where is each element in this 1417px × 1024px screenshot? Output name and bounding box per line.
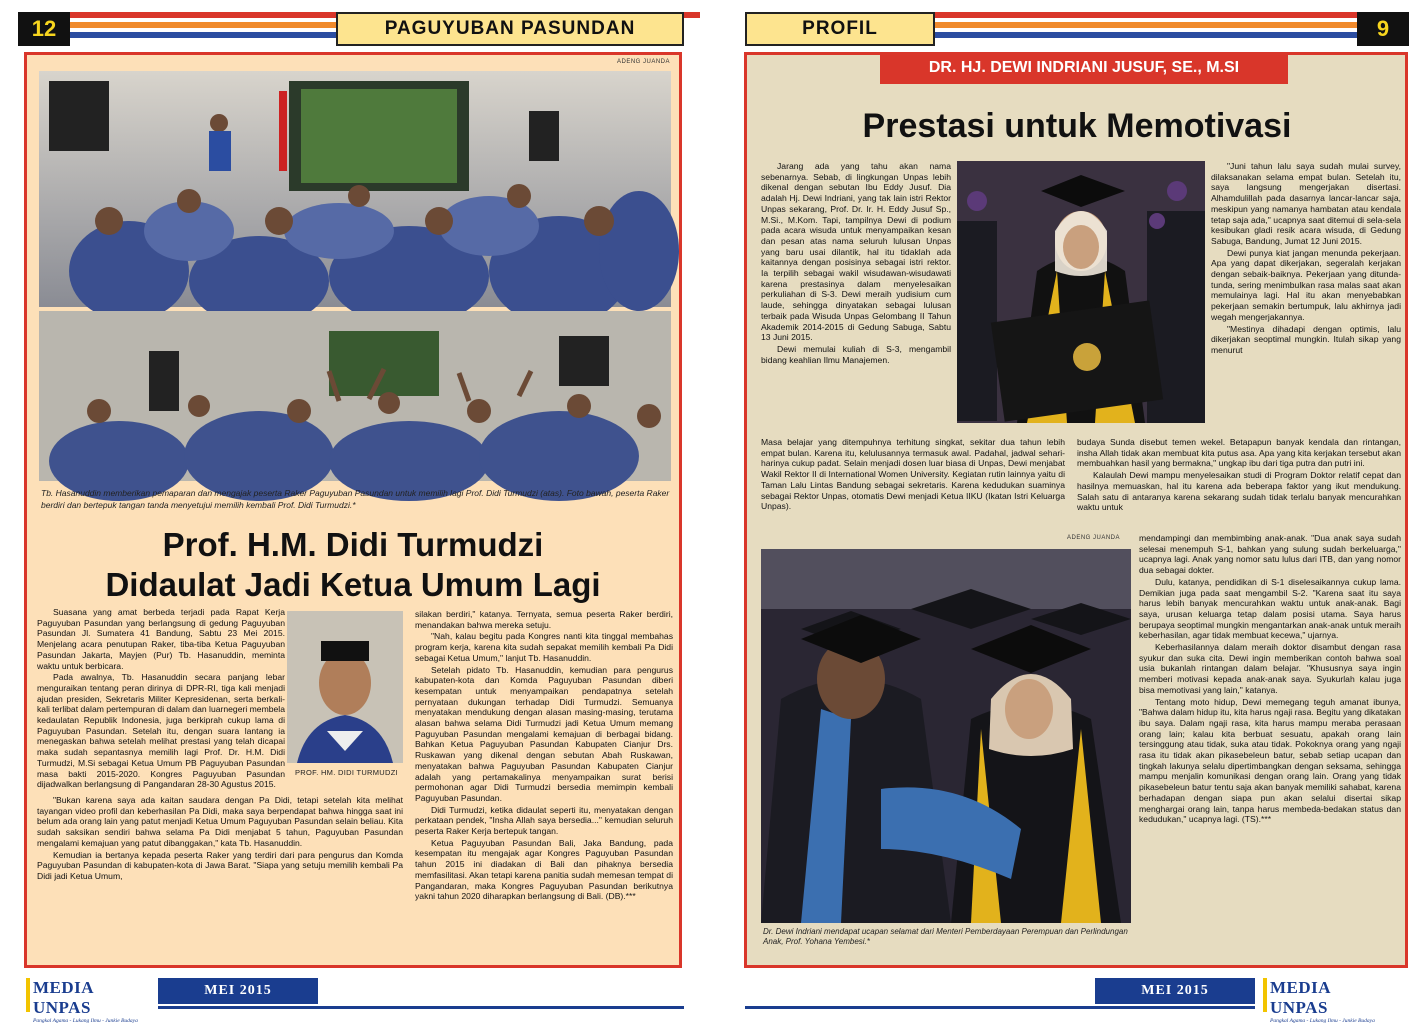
paragraph: silakan berdiri," katanya. Ternyata, semua peserta Raker berdiri, menandakan bahwa mereka setuju. <box>415 609 673 630</box>
paragraph: Dewi memulai kuliah di S-3, mengambil bidang keahlian Ilmu Manajemen. <box>761 343 951 365</box>
graduation-photo-bottom <box>761 549 1131 923</box>
paragraph: Pada awalnya, Tb. Hasanuddin secara panjang lebar menguraikan tentang peran dirinya di DPR-RI, tiga kali menjadi ajudan presiden, Sekretaris Militer Kepresidenan, serta berkali-kali terlibat dalam pertempuran di dalam dan luarnegeri membela kedaulatan Republik Indonesia, juga berkiprah cukup lama di Paguyuban Pasundan. Setelah itu, dengan suara lantang ia menegaskan bahwa setelah melihat prestasi yang telah dicapai maka sudah sepantasnya memilih lagi Prof. Dr. H.M. Didi Turmudzi, M.Si sebagai Ketua Umum PB Paguyuban Pasundan masa bakti 2015-2020. Kongres Paguyuban Pasundan dijadwalkan berlangsung di Pangandaran 28-30 Agustus 2015. <box>37 672 285 790</box>
portrait-caption: PROF. HM. DIDI TURMUDZI <box>295 768 399 777</box>
meeting-photo-top <box>39 71 671 307</box>
paragraph: mendampingi dan membimbing anak-anak. "Dua anak saya sudah selesai menempuh S-1, bahkan yang sulung sudah berkeluarga," ucapnya lagi. Anak yang nomor satu lulus dari ITB, dan yang nomor dua sebagai dokter. <box>1139 533 1401 576</box>
photo-caption: Tb. Hasanuddin memberikan pemaparan dan mengajak peserta Raker Paguyuban Pasundan untuk memilih lagi Prof. Didi Turmudzi (atas). Foto bawah, peserta Raker berdiri dan bertepuk tangan tanda menyetujui memilih kembali Prof. Didi Turmudzi.* <box>41 488 670 510</box>
paragraph: Dewi punya kiat jangan menunda pekerjaan. Apa yang dapat dikerjakan, segeralah kerjakan dengan sebaik-baiknya. Pekerjaan yang ditunda-tunda, sering menimbulkan rasa malas saat akan memulainya lagi. Hal itu akan menyebabkan pekerjaan semakin bertumpuk, lalu akhirnya jadi wegah mengerjakannya. <box>1211 247 1401 322</box>
section-title: PAGUYUBAN PASUNDAN <box>336 12 684 46</box>
photo-credit: ADENG JUANDA <box>617 59 671 65</box>
paragraph: "Juni tahun lalu saya sudah mulai survey, dilaksanakan selama empat bulan. Setelah itu, saya langsung mengerjakan disertasi. Alhamdulillah pada dasarnya lancar-lancar saja, meskipun yang namanya hambatan atau kendala tetap saja ada," ucapnya saat ditemui di sela-sela kesibukan gladi resik acara wisuda, di Gedung Sabuga, Bandung, Jumat 12 Juni 2015. <box>1211 161 1401 246</box>
footer-date: MEI 2015 <box>1095 978 1255 1004</box>
header-stripe-orange <box>935 22 1357 28</box>
paragraph: "Mestinya dihadapi dengan optimis, lalu dikerjakan seoptimal mungkin. Itulah sikap yang menurut <box>1211 323 1401 355</box>
logo-tagline: Pangkal Agama - Lukang Ilmu - Junkie Budaya <box>33 1018 138 1024</box>
paragraph: Setelah pidato Tb. Hasanuddin, kemudian para pengurus kabupaten-kota dan Komda Paguyuban Pasundan diberi kesempatan untuk menyampaikan pendapatnya setelah pernyataan dukungan terhadap Didi Turmudzi. Semuanya menyatakan mendukung dengan alasan masing-masing, terutama alasan bahwa selama Didi Turmudzi jadi Ketua Umum memang Paguyuban Pasundan mengalami kemajuan di berbagai bidang. Bahkan Ketua Paguyuban Pasundan Kabupaten Cianjur Drs. Ruskawan yang dikenal dengan sebutan Abah Ruskawan, menyatakan bahwa Paguyuban Pasundan Kabupaten Cianjur adalah yang pertamakalinya menyampaikan surat berisi permohonan agar Didi Turmudzi bersedia memimpin kembali Paguyuban Pasundan. <box>415 664 673 803</box>
article-panel <box>24 52 682 968</box>
left-page <box>0 0 700 1024</box>
footer-date: MEI 2015 <box>158 978 318 1004</box>
article-column-2-continued <box>1077 437 1401 533</box>
photo-caption: Dr. Dewi Indriani mendapat ucapan selamat dari Menteri Pemberdayaan Perempuan dan Perlindungan Anak, Prof. Yohana Yembesi.* <box>763 927 1128 946</box>
header-stripe-blue <box>935 32 1357 38</box>
header-stripe-orange <box>70 22 340 28</box>
article-column-2 <box>1211 161 1401 437</box>
headline-line-1: Prof. H.M. Didi Turmudzi <box>162 526 544 563</box>
paragraph: budaya Sunda disebut temen wekel. Betapapun banyak kendala dan rintangan, insha Allah tidak akan membuat kita putus asa. Apa yang kita kerjakan tersebut akan membuahkan hasil yang bermakna," ungkap ibu dari tiga putra dan putri ini. <box>1077 437 1401 469</box>
logo-tagline: Pangkal Agama - Lukang Ilmu - Junkie Budaya <box>1270 1018 1375 1024</box>
media-unpas-logo <box>1263 978 1381 1024</box>
article-column-1 <box>37 607 285 795</box>
footer-rule <box>158 1006 684 1009</box>
article-headline: Prestasi untuk Memotivasi <box>862 107 1292 145</box>
article-column-2 <box>415 609 673 965</box>
page-number: 12 <box>18 12 70 46</box>
header-stripe-end <box>684 12 700 18</box>
paragraph: Suasana yang amat berbeda terjadi pada Rapat Kerja Paguyuban Pasundan yang berlangsung di gedung Paguyuban Pasundan Jl. Sumatera 41 Bandung, Sabtu 23 Mei 2015. Menjelang acara penutupan Raker, tiba-tiba Ketua Paguyuban Pasundan Jakarta, Mayjen (Pur) Tb. Hasanuddin, meminta waktu untuk berbicara. <box>37 607 285 671</box>
graduation-photo-top <box>957 161 1205 423</box>
media-unpas-logo <box>26 978 144 1024</box>
footer-rule <box>745 1006 1255 1009</box>
paragraph: Ketua Paguyuban Pasundan Bali, Jaka Bandung, pada kesempatan itu mengajak agar Kongres Paguyuban Pasundan tahun 2015 ini diadakan di Bali dan pihaknya bersedia memfasilitasi. Akan tetapi karena panitia sudah memesan tempat di Pangandaran, maka Kongres Paguyuban Pasundan berikutnya yakni tahun 2020 diharapkan berlangsung di Bali. (DB).*** <box>415 837 673 902</box>
paragraph: Kemudian ia bertanya kepada peserta Raker yang terdiri dari para pengurus dan Komda Paguyuban Pasundan di kabupaten-kota di Jawa Barat. "Siapa yang setuju memilih kembali Pa Didi jadi Ketua Umum, <box>37 849 403 881</box>
article-column-1-lower <box>37 795 403 955</box>
header-stripe-red <box>70 12 340 18</box>
paragraph: Keberhasilannya dalam meraih doktor disambut dengan rasa syukur dan suka cita. Dewi ingin memberikan contoh bahwa soal usia bukanlah rintangan dalam belajar. "Khususnya saya ingin memberi motivasi kepada anak-anak saya. Syukurlah kalau juga bisa memotivasi yang lain," katanya. <box>1139 642 1401 695</box>
paragraph: Tentang moto hidup, Dewi memegang teguh amanat ibunya, "Bahwa dalam hidup itu, kita harus ngaji rasa. Begitu yang dikatakan ibu saya. Dalam ngaji rasa, kita harus mampu meraba perasaan orang lain; kalau kita berbuat sesuatu, apakah orang lain tersinggung atau tidak, suka atau tidak. Pokoknya orang yang ngaji rasa itu tidak akan pikasebeleun batur, sebab setiap ucapan dan tingkah lakunya selalu dipertimbangkan dengan seksama, sehingga mampu menjalin komunikasi dengan orang lain. Orang yang tidak pikasebeleun batur tentu saja akan banyak memiliki sahabat, karena berhadapan dengan siapa pun akan selalui disertai sikap menghargai orang lain, tanpa harus membeda-bedakan status dan kedudukan," ucapnya lagi. (TS).*** <box>1139 696 1401 825</box>
paragraph: "Nah, kalau begitu pada Kongres nanti kita tinggal membahas program kerja, karena kita sudah sepakat memilih kembali Pa Didi sebagai Ketua Umum," lanjut Tb. Hasanuddin. <box>415 631 673 663</box>
header-stripe-red <box>935 12 1357 18</box>
headline-line-2: Didaulat Jadi Ketua Umum Lagi <box>105 566 601 603</box>
logo-text: MEDIA UNPAS <box>33 978 94 1017</box>
paragraph: Masa belajar yang ditempuhnya terhitung singkat, sekitar dua tahun lebih empat bulan. Karena itu, kelulusannya termasuk awal. Padahal, jadwal sehari-harinya cukup padat. Selain menjadi dosen luar biasa di Unpas, Dewi menjabat Wakil Rektor II di International Women University. Kegiatan rutin lainnya yaitu di Taman Lalu Lintas Bandung sebagai sekretaris. Karena kedudukan suaminya sebagai Rektor Unpas, otomatis Dewi menjadi Ketua IIKU (Ikatan Istri Keluarga Unpas). <box>761 437 1065 512</box>
header-stripe-blue <box>70 32 340 38</box>
paragraph: Dulu, katanya, pendidikan di S-1 diselesaikannya cukup lama. Demikian juga pada saat mengambil S-2. "Karena saat itu saya harus lebih banyak mencurahkan waktu untuk anak-anak. Bagi saya, urusan keluarga tetap dalam posisi utama. Saya harus berupaya seoptimal mungkin mengantarkan anak-anak untuk meraih keberhasilan, agar tidak membuat kecewa," ujarnya. <box>1139 576 1401 641</box>
article-headline <box>63 525 643 605</box>
profile-name-banner: DR. HJ. DEWI INDRIANI JUSUF, SE., M.SI <box>880 52 1288 84</box>
meeting-photo-bottom <box>39 311 671 481</box>
paragraph: Kalaulah Dewi mampu menyelesaikan studi di Program Doktor relatif cepat dan hasilnya memuaskan, hal itu karena ada beberapa faktor yang ikut mendukung. Salah satu di antaranya karena sekarang sudah tidak terlalu banyak mencurahkan waktu untuk <box>1077 470 1401 513</box>
article-column-1-continued <box>761 437 1065 537</box>
photo-credit: ADENG JUANDA <box>1067 535 1121 541</box>
portrait-photo <box>287 611 403 763</box>
paragraph: "Bukan karena saya ada kaitan saudara dengan Pa Didi, tetapi setelah kita melihat tayangan video profil dan keberhasilan Pa Didi, maka saya berpendapat bahwa hingga saat ini belum ada orang lain yang patut menjadi Ketua Umum Paguyuban Pasundan selain beliau. Kita sudah saksikan sendiri bahwa selama Pa Didi menjabat 5 tahun, Paguyuban Pasundan mengalami kemajuan yang patut dibanggakan," kata Tb. Hasanuddin. <box>37 795 403 848</box>
logo-text: MEDIA UNPAS <box>1270 978 1331 1017</box>
section-title: PROFIL <box>745 12 935 46</box>
right-page <box>717 0 1417 1024</box>
page-number: 9 <box>1357 12 1409 46</box>
article-column-2-bottom <box>1139 533 1401 963</box>
paragraph: Didi Turmudzi, ketika didaulat seperti itu, menyatakan dengan perkataan pendek, "Insha Allah saya bersedia..." kemudian seluruh peserta Raker Kerja bertepuk tangan. <box>415 804 673 837</box>
paragraph: Jarang ada yang tahu akan nama sebenarnya. Sebab, di lingkungan Unpas lebih dikenal dengan sebutan Ibu Eddy Jusuf. Dia adalah Hj. Dewi Indriani, yang tak lain istri Rektor Unpas sekarang, Prof. Dr. Ir. H. Eddy Jusuf Sp., M.Si., M.Kom. Tapi, tampilnya Dewi di podium pada acara wisuda untuk menyampaikan kesan dan pesan atas nama seluruh lulusan Unpas yang baru usai dilantik, hal itu tidaklah ada kaitannya dengan posisinya sebagai istri rektor. Ia terpilih sebagai wakil wisudawan-wisudawati karena prestasinya dalam menyelesaikan perkuliahan di S-3. Dewi meraih yudisium cum laude, sehingga dinyatakan sebagai lulusan terbaik pada Wisuda Unpas Gelombang II Tahun Akademik 2014-2015 di Gedung Sabuga, Sabtu 13 Juni 2015. <box>761 161 951 343</box>
article-panel <box>744 52 1408 968</box>
article-column-1 <box>761 161 951 437</box>
